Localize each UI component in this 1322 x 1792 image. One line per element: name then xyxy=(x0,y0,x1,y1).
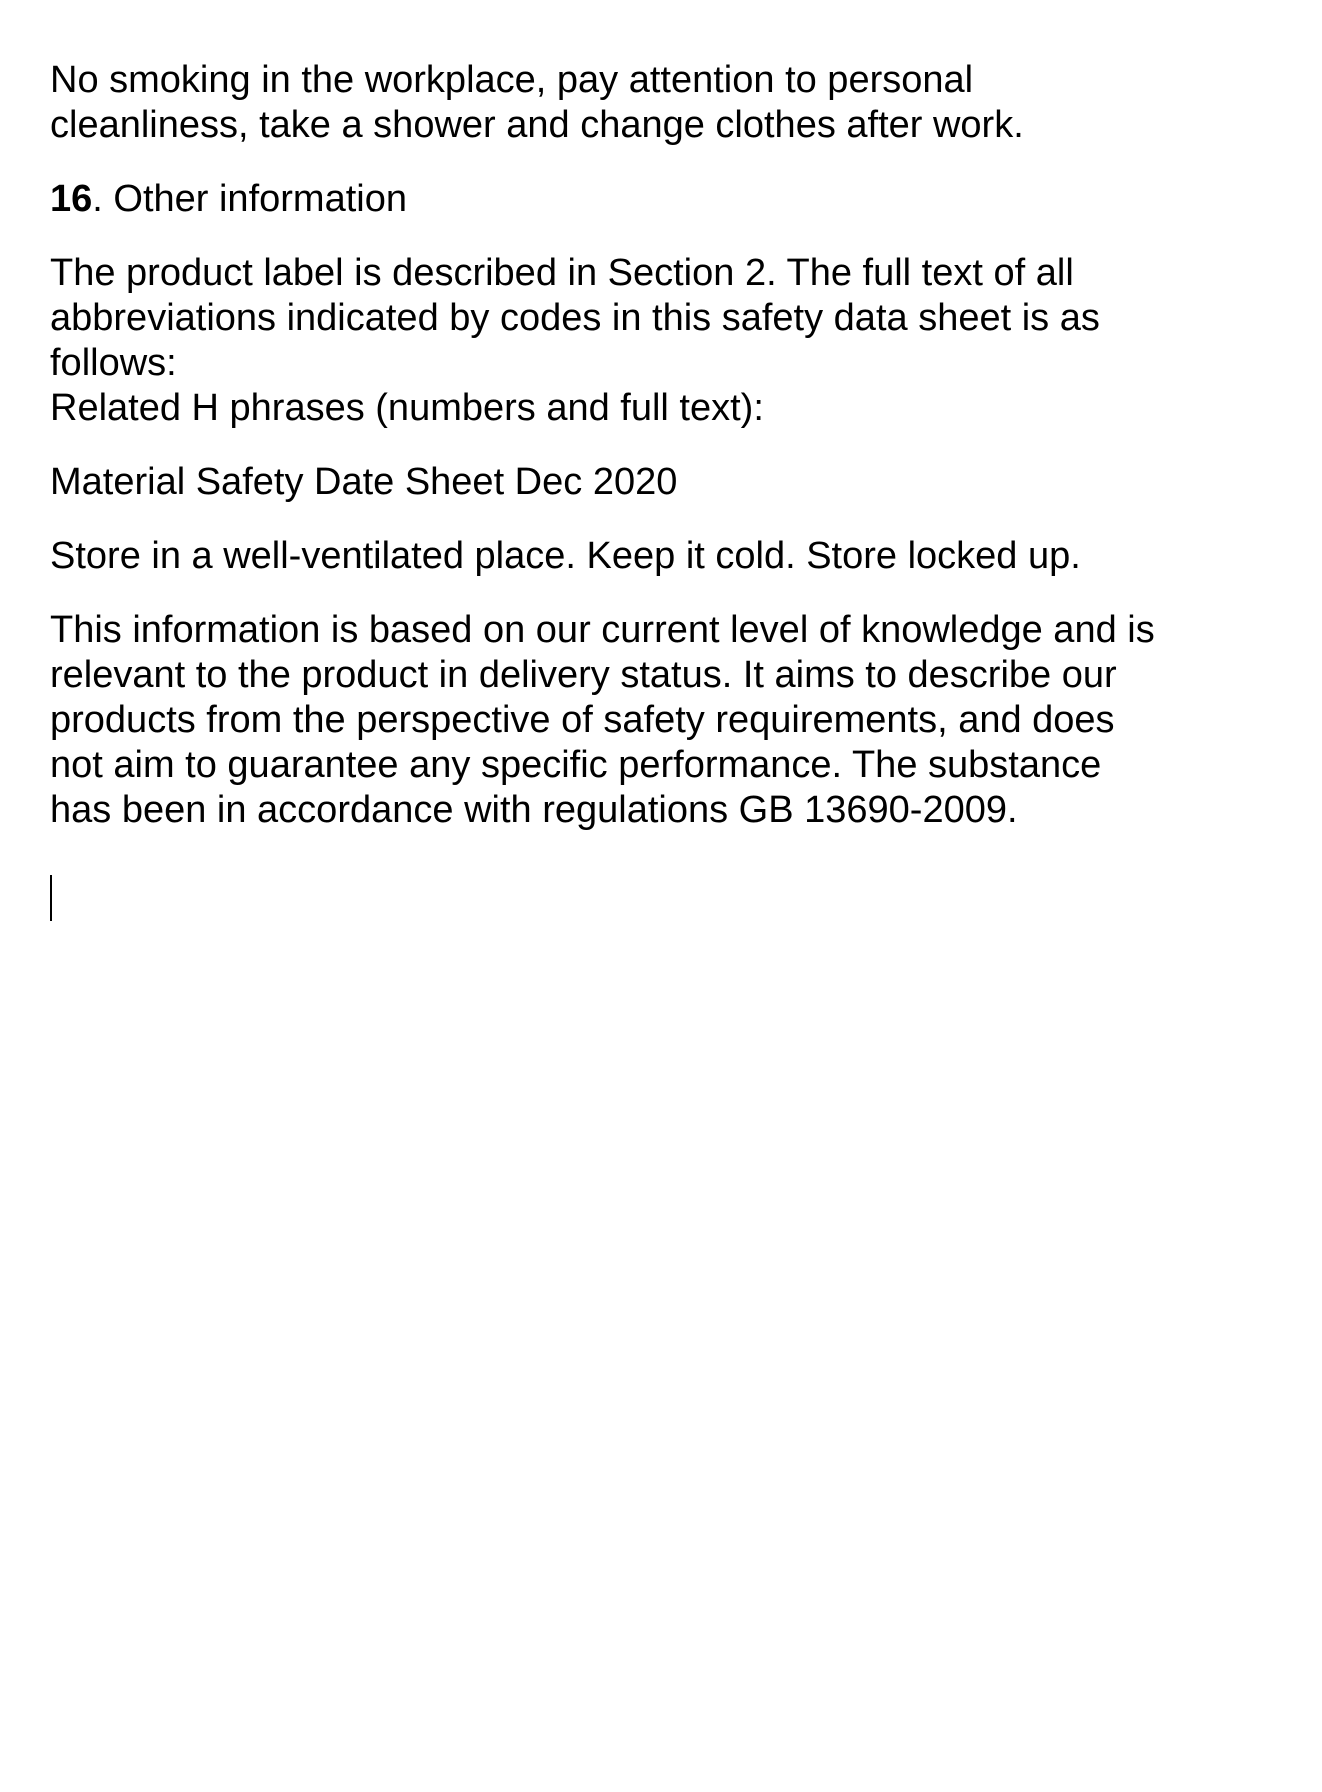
section-number: 16 xyxy=(50,178,93,220)
text-line: relevant to the product in delivery status. It aims to describe our xyxy=(50,654,1117,696)
section-title: . Other information xyxy=(92,178,407,220)
text-line: has been in accordance with regulations GB 13690-2009. xyxy=(50,789,1018,831)
text-line: The product label is described in Section 2. The full text of all xyxy=(50,252,1074,294)
text-line: abbreviations indicated by codes in this safety data sheet is as xyxy=(50,297,1100,339)
label-paragraph xyxy=(50,251,1290,431)
section-heading xyxy=(50,177,1290,222)
text-line: not aim to guarantee any specific performance. The substance xyxy=(50,744,1102,786)
text-line: cleanliness, take a shower and change clothes after work. xyxy=(50,104,1024,146)
section-heading-line xyxy=(50,177,1290,222)
document-body[interactable] xyxy=(50,58,1290,921)
msds-date-paragraph xyxy=(50,460,1290,505)
disclaimer-paragraph xyxy=(50,608,1290,833)
storage-text: Store in a well-ventilated place. Keep it cold. Store locked up. xyxy=(50,535,1081,577)
hygiene-paragraph xyxy=(50,58,1290,148)
text-line: follows: xyxy=(50,342,177,384)
storage-paragraph xyxy=(50,534,1290,579)
text-line: products from the perspective of safety requirements, and does xyxy=(50,699,1115,741)
msds-date: Material Safety Date Sheet Dec 2020 xyxy=(50,461,678,503)
text-cursor[interactable] xyxy=(50,875,52,921)
text-line: This information is based on our current level of knowledge and is xyxy=(50,609,1155,651)
h-phrases-line: Related H phrases (numbers and full text): xyxy=(50,387,764,429)
text-line: No smoking in the workplace, pay attention to personal xyxy=(50,59,974,101)
